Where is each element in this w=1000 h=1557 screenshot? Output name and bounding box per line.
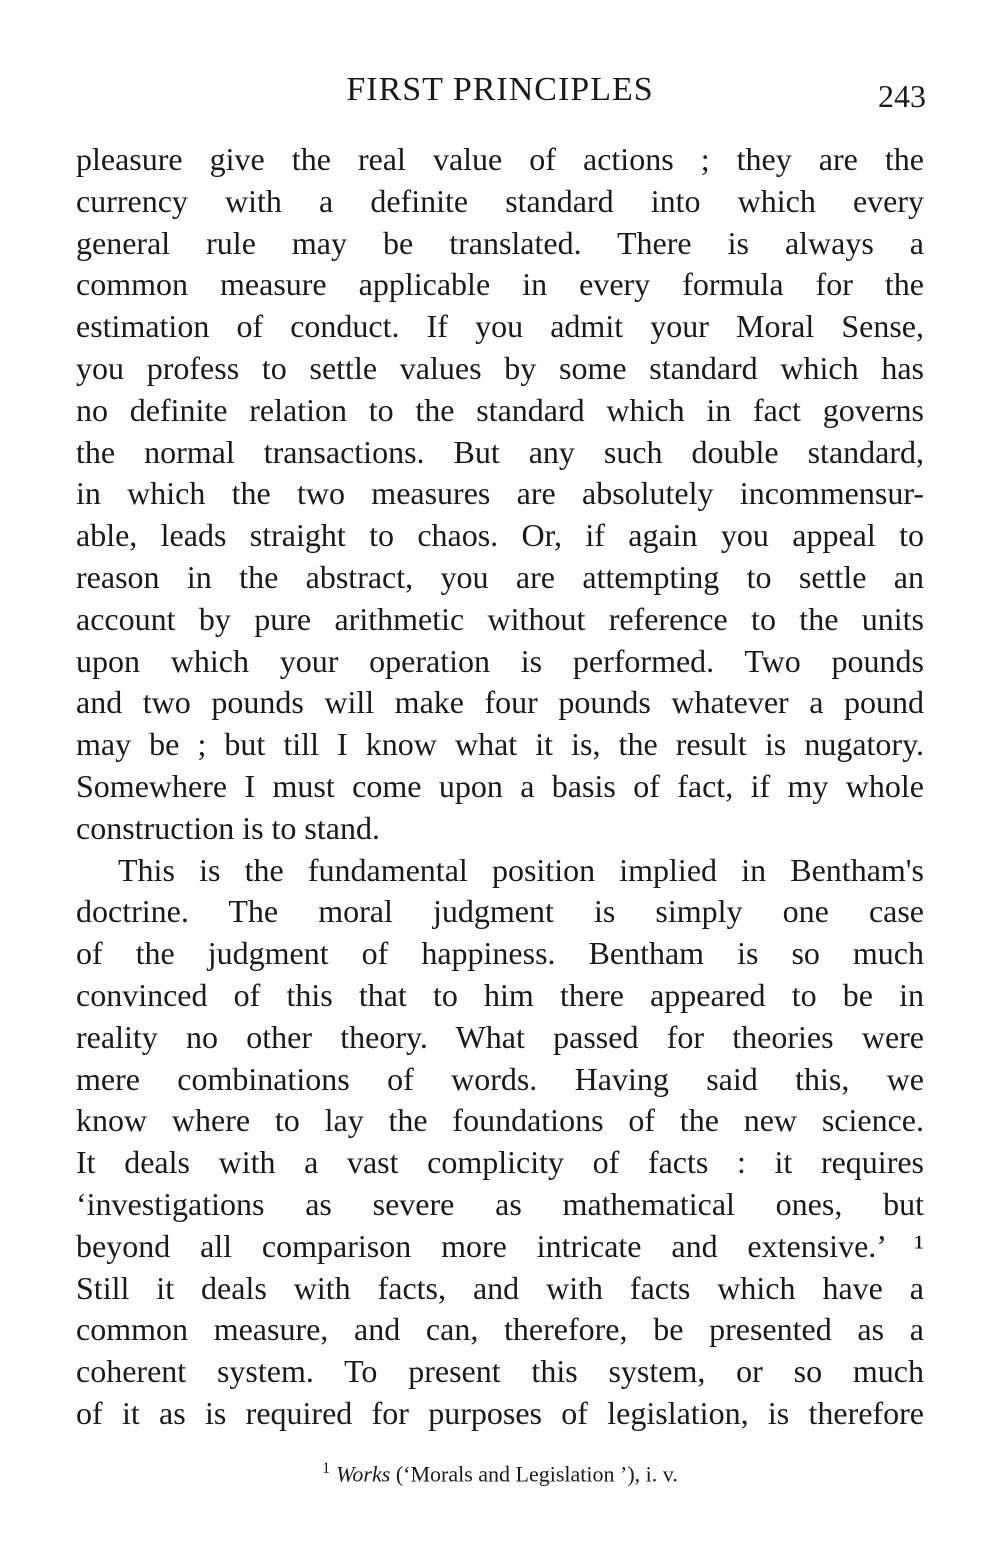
text-line: account by pure arithmetic without reference to the units [76,600,924,637]
text-line: beyond all comparison more intricate and extensive.’ ¹ [76,1227,924,1264]
text-line: reality no other theory. What passed for theories were [76,1018,924,1055]
text-line: estimation of conduct. If you admit your Moral Sense, [76,308,924,345]
text-line: able, leads straight to chaos. Or, if again you appeal to [76,517,924,554]
text-line: and two pounds will make four pounds whatever a pound [76,684,924,721]
footnote [0,1454,1000,1489]
text-line: in which the two measures are absolutely incommensur- [76,475,924,512]
text-line: the normal transactions. But any such double standard, [76,433,924,470]
footnote-work-title: Works [336,1461,391,1487]
text-line: Still it deals with facts, and with facts which have a [76,1269,924,1306]
footnote-mark: 1 [322,1460,331,1477]
body-text [76,139,924,1435]
text-line: coherent system. To present this system, or so much [76,1353,924,1390]
text-line: pleasure give the real value of actions ; they are the [76,141,924,177]
text-line: know where to lay the foundations of the new science. [76,1102,924,1139]
text-line: Somewhere I must come upon a basis of fact, if my whole [76,767,924,804]
text-line: of it as is required for purposes of legislation, is therefore [76,1394,924,1431]
footnote-reference: (‘Morals and Legislation ’), i. v. [395,1461,678,1487]
text-line: reason in the abstract, you are attempting to settle an [76,558,924,595]
running-title: FIRST PRINCIPLES [346,71,654,108]
text-line: This is the fundamental position implied in Bentham's [118,851,924,888]
text-line: upon which your operation is performed. Two pounds [76,642,924,679]
text-line: convinced of this that to him there appeared to be in [76,976,924,1013]
text-line: mere combinations of words. Having said this, we [76,1060,924,1097]
text-line: ‘investigations as severe as mathematical ones, but [76,1185,924,1222]
text-line: doctrine. The moral judgment is simply one case [76,893,924,930]
text-line: construction is to stand. [76,809,380,846]
text-line: It deals with a vast complicity of facts : it requires [76,1144,924,1181]
text-line: common measure, and can, therefore, be presented as a [76,1311,924,1348]
text-line: you profess to settle values by some standard which has [76,349,924,386]
text-line: no definite relation to the standard which in fact governs [76,391,924,428]
text-line: common measure applicable in every formula for the [76,266,924,303]
text-line: general rule may be translated. There is always a [76,224,924,261]
text-line: currency with a definite standard into which every [76,182,924,219]
text-line: may be ; but till I know what it is, the result is nugatory. [76,726,924,763]
text-line: of the judgment of happiness. Bentham is so much [76,935,924,972]
page-number: 243 [878,78,926,114]
